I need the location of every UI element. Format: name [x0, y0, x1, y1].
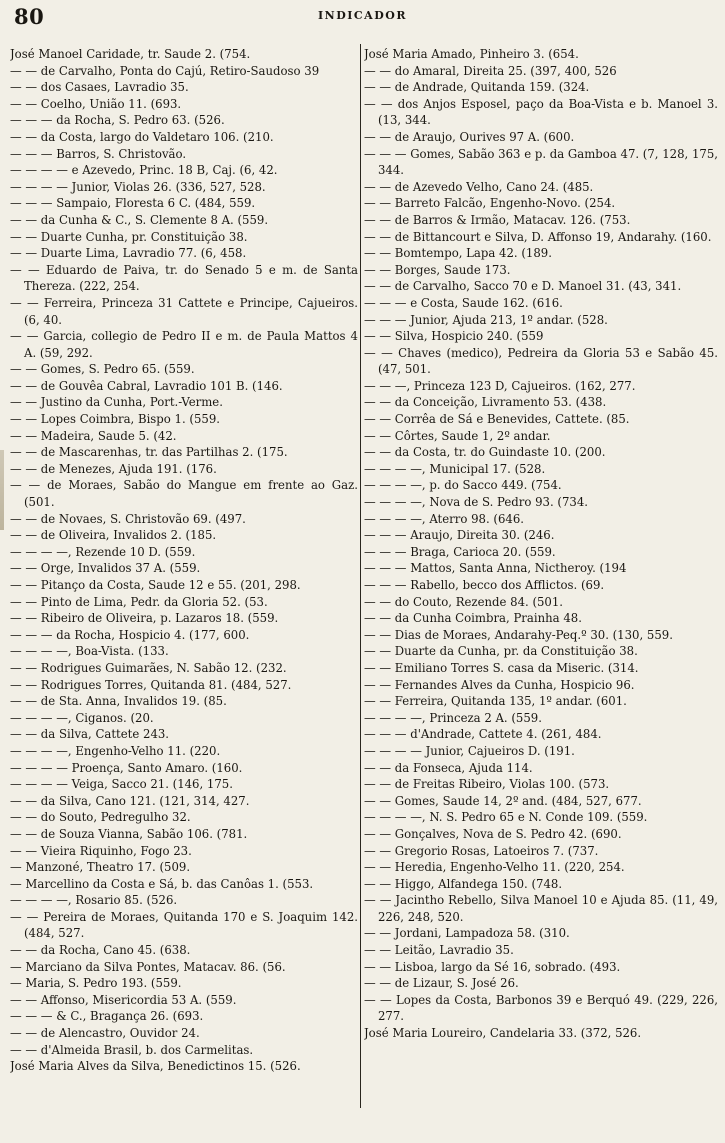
directory-entry: — — Leitão, Lavradio 35.	[364, 943, 514, 958]
directory-entry: — — Ferreira, Quitanda 135, 1º andar. (601.	[364, 694, 627, 709]
directory-entry: — — Lopes da Costa, Barbonos 39 e Berquó 49. (229, 226, 277.	[364, 992, 718, 1024]
directory-entry: — — — — Junior, Violas 26. (336, 527, 528.	[10, 179, 266, 194]
directory-entry: — — Pinto de Lima, Pedr. da Gloria 52. (53.	[10, 594, 268, 609]
directory-entry: — — — —, Boa-Vista. (133.	[10, 644, 169, 659]
directory-entry: José Maria Loureiro, Candelaria 33. (372, 526.	[364, 1026, 642, 1041]
directory-entry: — — da Fonseca, Ajuda 114.	[364, 760, 533, 775]
directory-entry: — — Fernandes Alves da Cunha, Hospicio 96.	[364, 677, 635, 692]
directory-entry: — — Orge, Invalidos 37 A. (559.	[10, 561, 201, 576]
directory-entry: — — — —, Municipal 17. (528.	[364, 461, 546, 476]
directory-entry: — — da Costa, tr. do Guindaste 10. (200.	[364, 445, 606, 460]
directory-entry: José Manoel Caridade, tr. Saude 2. (754.	[10, 47, 251, 61]
directory-entry: — — de Carvalho, Sacco 70 e D. Manoel 31. (43, 341.	[364, 279, 682, 294]
directory-entry: — — Barreto Falcão, Engenho-Novo. (254.	[364, 196, 616, 211]
directory-entry: — — Jacintho Rebello, Silva Manoel 10 e Ajuda 85. (11, 49, 226, 248, 520.	[364, 893, 718, 924]
directory-entry: — — de Mascarenhas, tr. das Partilhas 2. (175.	[10, 445, 288, 460]
directory-entry: — — de Barros & Irmão, Matacav. 126. (753.	[364, 212, 631, 227]
directory-entry: — — da Silva, Cano 121. (121, 314, 427.	[10, 793, 250, 808]
directory-entry: — — — Mattos, Santa Anna, Nictheroy. (194	[364, 561, 627, 576]
directory-entry: — — Ferreira, Princeza 31 Cattete e Principe, Cajueiros. (6, 40.	[10, 295, 358, 327]
directory-entry: — — —, Princeza 123 D, Cajueiros. (162, 277.	[364, 378, 636, 393]
directory-entry: — — — Gomes, Sabão 363 e p. da Gamboa 47. (7, 128, 175, 344.	[364, 146, 718, 178]
directory-entry: — — Rodrigues Torres, Quitanda 81. (484, 527.	[10, 677, 292, 692]
directory-entry: — — — Rabello, becco dos Afflictos. (69.	[364, 578, 605, 592]
page-number: 80	[14, 4, 45, 29]
directory-entry: — — Gregorio Rosas, Latoeiros 7. (737.	[364, 843, 599, 858]
directory-entry: — — Bomtempo, Lapa 42. (189.	[364, 246, 552, 261]
directory-entry: — — Duarte Cunha, pr. Constituição 38.	[10, 229, 248, 244]
running-title: INDICADOR	[318, 9, 407, 22]
directory-entry: — — do Couto, Rezende 84. (501.	[364, 594, 564, 609]
directory-entry: — — de Bittancourt e Silva, D. Affonso 19, Andarahy. (160.	[364, 229, 712, 244]
directory-entry: — — de Oliveira, Invalidos 2. (185.	[10, 528, 217, 543]
directory-entry: — — — Araujo, Direita 30. (246.	[364, 528, 555, 543]
directory-entry: — — — & C., Bragança 26. (693.	[10, 1009, 204, 1024]
directory-entry: — — — Braga, Carioca 20. (559.	[364, 544, 556, 559]
directory-entry: — — — da Rocha, Hospicio 4. (177, 600.	[10, 627, 250, 642]
directory-entry: — — — —, Aterro 98. (646.	[364, 511, 524, 526]
directory-entry: — — — da Rocha, S. Pedro 63. (526.	[10, 113, 225, 128]
directory-entry: — — Duarte da Cunha, pr. da Constituição 38.	[364, 644, 638, 659]
directory-entry: — — Lopes Coimbra, Bispo 1. (559.	[10, 412, 220, 427]
directory-entry: — — de Alencastro, Ouvidor 24.	[10, 1026, 200, 1041]
directory-entry: — — da Cunha Coimbra, Prainha 48.	[364, 611, 582, 626]
directory-entry: — — — —, Engenho-Velho 11. (220.	[10, 743, 221, 758]
column-divider	[360, 44, 361, 1108]
directory-entry: — — da Costa, largo do Valdetaro 106. (210.	[10, 129, 274, 144]
directory-entry: — — — — Veiga, Sacco 21. (146, 175.	[10, 777, 233, 792]
directory-entry: — — de Gouvêa Cabral, Lavradio 101 B. (146.	[10, 378, 283, 393]
directory-entry: — — Corrêa de Sá e Benevides, Cattete. (85.	[364, 412, 630, 427]
directory-entry: — — Gomes, S. Pedro 65. (559.	[10, 362, 195, 377]
directory-entry: — — Lisboa, largo da Sé 16, sobrado. (493.	[364, 959, 621, 974]
directory-entry: — — dos Casaes, Lavradio 35.	[10, 80, 189, 95]
directory-entry: — — d'Almeida Brasil, b. dos Carmelitas.	[10, 1042, 254, 1057]
directory-entry: — — Borges, Saude 173.	[364, 262, 511, 277]
directory-entry: — — de Azevedo Velho, Cano 24. (485.	[364, 179, 594, 194]
directory-entry: — — Duarte Lima, Lavradio 77. (6, 458.	[10, 246, 247, 261]
directory-entry: — — da Rocha, Cano 45. (638.	[10, 943, 191, 958]
directory-entry: — — Rodrigues Guimarães, N. Sabão 12. (232.	[10, 660, 287, 675]
directory-entry: — — Jordani, Lampadoza 58. (310.	[364, 926, 570, 941]
left-column	[10, 46, 358, 1075]
directory-entry: — Manzoné, Theatro 17. (509.	[10, 860, 191, 875]
directory-entry: — — — —, N. S. Pedro 65 e N. Conde 109. (559.	[364, 810, 648, 825]
directory-entry: — — de Menezes, Ajuda 191. (176.	[10, 461, 217, 476]
directory-entry: — Marcellino da Costa e Sá, b. das Canôas 1. (553.	[10, 876, 314, 891]
directory-entry: — — — — e Azevedo, Princ. 18 B, Caj. (6, 42.	[10, 163, 278, 178]
directory-entry: — — Côrtes, Saude 1, 2º andar.	[364, 428, 551, 443]
directory-entry: — — Madeira, Saude 5. (42.	[10, 428, 177, 443]
directory-entry: — — — —, Rosario 85. (526.	[10, 893, 178, 908]
right-column	[364, 46, 718, 1042]
directory-entry: — — dos Anjos Esposel, paço da Boa-Vista e b. Manoel 3. (13, 344.	[364, 96, 718, 128]
directory-entry: — — Emiliano Torres S. casa da Miseric. (314.	[364, 660, 639, 675]
directory-entry: José Maria Alves da Silva, Benedictinos 15. (526.	[10, 1059, 301, 1074]
directory-entry: — — — —, Rezende 10 D. (559.	[10, 544, 196, 559]
directory-entry: — — de Sta. Anna, Invalidos 19. (85.	[10, 694, 227, 709]
directory-entry: — — de Araujo, Ourives 97 A. (600.	[364, 129, 575, 144]
directory-entry: — — — e Costa, Saude 162. (616.	[364, 295, 563, 310]
directory-entry: — — — —, p. do Sacco 449. (754.	[364, 478, 562, 493]
directory-entry: — — Ribeiro de Oliveira, p. Lazaros 18. (559.	[10, 611, 279, 626]
directory-entry: — — Gomes, Saude 14, 2º and. (484, 527, 677.	[364, 793, 642, 808]
directory-entry: — — de Souza Vianna, Sabão 106. (781.	[10, 826, 248, 841]
directory-entry: — — da Cunha & C., S. Clemente 8 A. (559.	[10, 212, 269, 227]
directory-entry: — — do Souto, Pedregulho 32.	[10, 810, 191, 825]
directory-entry: José Maria Amado, Pinheiro 3. (654.	[364, 47, 579, 61]
directory-entry: — — — Barros, S. Christovão.	[10, 146, 187, 161]
directory-entry: — — — Junior, Ajuda 213, 1º andar. (528.	[364, 312, 608, 327]
directory-entry: — — de Freitas Ribeiro, Violas 100. (573.	[364, 777, 610, 792]
directory-entry: — — de Carvalho, Ponta do Cajú, Retiro-Saudoso 39	[10, 63, 320, 78]
directory-entry: — — Affonso, Misericordia 53 A. (559.	[10, 992, 237, 1007]
directory-entry: — — — Sampaio, Floresta 6 C. (484, 559.	[10, 196, 256, 211]
directory-entry: — — Gonçalves, Nova de S. Pedro 42. (690.	[364, 826, 622, 841]
directory-entry: — — do Amaral, Direita 25. (397, 400, 526	[364, 63, 617, 78]
directory-entry: — — da Silva, Cattete 243.	[10, 727, 170, 742]
directory-entry: — — Heredia, Engenho-Velho 11. (220, 254.	[364, 860, 625, 875]
directory-entry: — Maria, S. Pedro 193. (559.	[10, 976, 182, 991]
directory-entry: — — Silva, Hospicio 240. (559	[364, 329, 544, 344]
directory-entry: — — Pereira de Moraes, Quitanda 170 e S. Joaquim 142. (484, 527.	[10, 909, 358, 941]
directory-entry: — — Eduardo de Paiva, tr. do Senado 5 e m. de Santa Thereza. (222, 254.	[10, 262, 358, 294]
directory-entry: — — da Conceição, Livramento 53. (438.	[364, 395, 607, 410]
directory-entry: — — — —, Princeza 2 A. (559.	[364, 710, 542, 725]
directory-entry: — — Higgo, Alfandega 150. (748.	[364, 876, 563, 891]
directory-entry: — — Dias de Moraes, Andarahy-Peq.º 30. (130, 559.	[364, 627, 673, 642]
directory-entry: — — Pitanço da Costa, Saude 12 e 55. (201, 298.	[10, 578, 301, 592]
directory-entry: — — — — Proença, Santo Amaro. (160.	[10, 760, 243, 775]
directory-entry: — — de Novaes, S. Christovão 69. (497.	[10, 511, 246, 526]
directory-entry: — — — d'Andrade, Cattete 4. (261, 484.	[364, 727, 602, 742]
binding-tape-mark	[0, 450, 4, 530]
directory-entry: — — Vieira Riquinho, Fogo 23.	[10, 843, 192, 858]
directory-entry: — — — — Junior, Cajueiros D. (191.	[364, 743, 575, 758]
directory-entry: — Marciano da Silva Pontes, Matacav. 86. (56.	[10, 959, 286, 974]
directory-entry: — — Justino da Cunha, Port.-Verme.	[10, 395, 223, 410]
directory-entry: — — de Lizaur, S. José 26.	[364, 976, 519, 991]
directory-entry: — — Chaves (medico), Pedreira da Gloria 53 e Sabão 45. (47, 501.	[364, 345, 718, 377]
directory-entry: — — — —, Ciganos. (20.	[10, 710, 154, 725]
directory-entry: — — Garcia, collegio de Pedro II e m. de Paula Mattos 4 A. (59, 292.	[10, 329, 358, 360]
directory-entry: — — de Moraes, Sabão do Mangue em frente ao Gaz. (501.	[10, 478, 358, 510]
directory-entry: — — — —, Nova de S. Pedro 93. (734.	[364, 495, 588, 510]
directory-entry: — — Coelho, União 11. (693.	[10, 96, 182, 111]
directory-entry: — — de Andrade, Quitanda 159. (324.	[364, 80, 590, 95]
